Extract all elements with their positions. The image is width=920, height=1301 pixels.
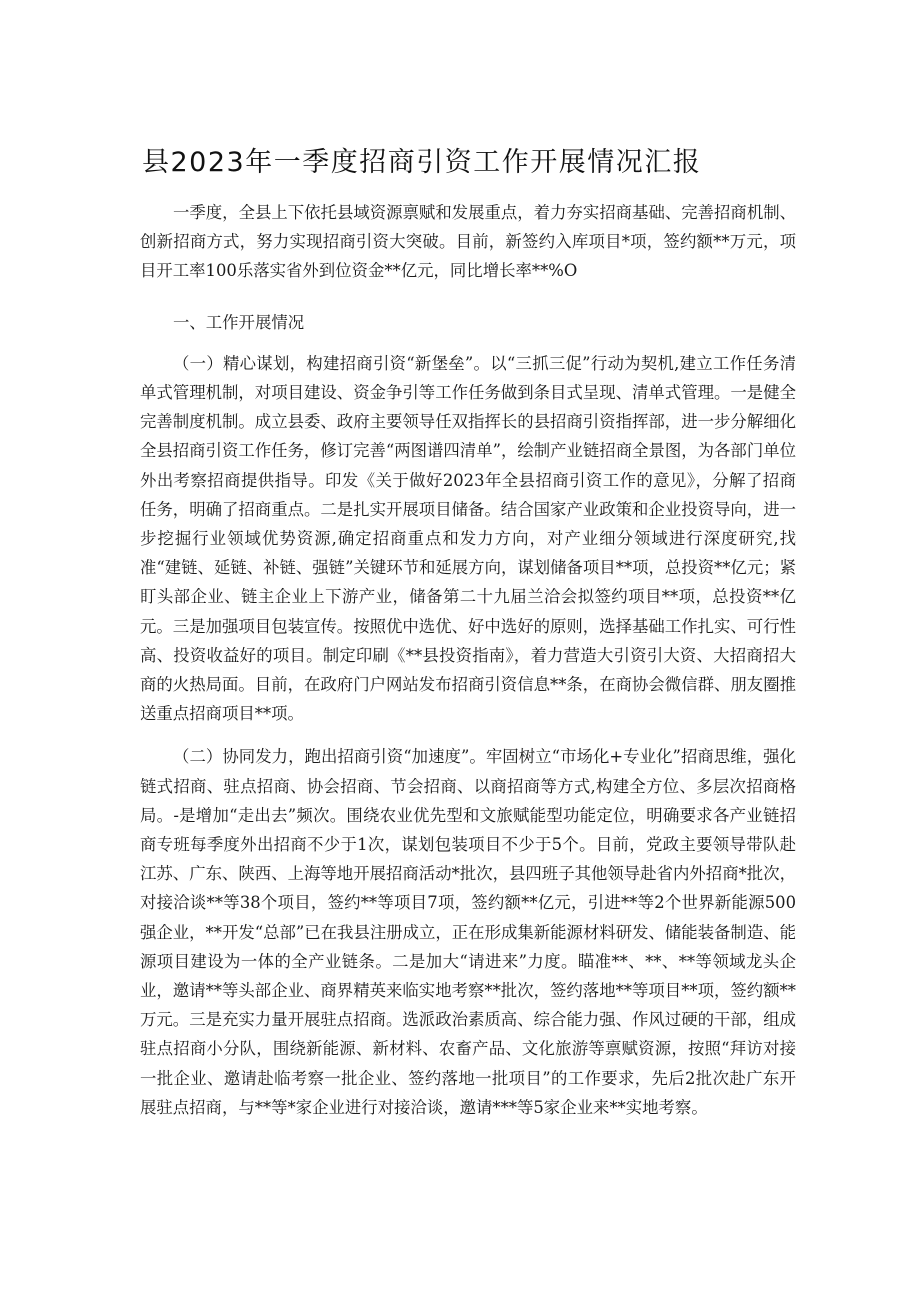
intro-paragraph: 一季度，全县上下依托县域资源禀赋和发展重点，着力夯实招商基础、完善招商机制、创新招商方式，努力实现招商引资大突破。目前，新签约入库项目*项，签约额**万元，项目开工率100乐落实省外到位资金**亿元，同比增长率**%O: [140, 203, 796, 281]
document-body: [140, 198, 796, 1122]
body-paragraph: （二）协同发力，跑出招商引资“加速度”。牢固树立“市场化+专业化”招商思维，强化链式招商、驻点招商、协会招商、节会招商、以商招商等方式,构建全方位、多层次招商格局。-是增加“走出去”频次。围绕农业优先型和文旅赋能型功能定位，明确要求各产业链招商专班每季度外出招商不少于1次，谋划包装项目不少于5个。目前，党政主要领导带队赴江苏、广东、陕西、上海等地开展招商活动*批次，县四班子其他领导赴省内外招商*批次，对接洽谈**等38个项目，签约**等项目7项，签约额**亿元，引进**等2个世界新能源500强企业，**开发“总部”已在我县注册成立，正在形成集新能源材料研发、储能装备制造、能源项目建设为一体的全产业链条。二是加大“请进来”力度。瞄准**、**、**等领域龙头企业，邀请**等头部企业、商界精英来临实地考察**批次，签约落地**等项目**项，签约额**万元。三是充实力量开展驻点招商。选派政治素质高、综合能力强、作风过硬的干部，组成驻点招商小分队，围绕新能源、新材料、农畜产品、文化旅游等禀赋资源，按照“拜访对接一批企业、邀请赴临考察一批企业、签约落地一批项目”的工作要求，先后2批次赴广东开展驻点招商，与**等*家企业进行对接洽谈，邀请***等5家企业来**实地考察。: [140, 747, 796, 1117]
body-paragraph: （一）精心谋划，构建招商引资“新堡垒”。以“三抓三促”行动为契机,建立工作任务清单式管理机制，对项目建设、资金争引等工作任务做到条目式呈现、清单式管理。一是健全完善制度机制。成立县委、政府主要领导任双指挥长的县招商引资指挥部，进一步分解细化全县招商引资工作任务，修订完善“两图谱四清单”，绘制产业链招商全景图，为各部门单位外出考察招商提供指导。印发《关于做好2023年全县招商引资工作的意见》，分解了招商任务，明确了招商重点。二是扎实开展项目储备。结合国家产业政策和企业投资导向，进一步挖掘行业领域优势资源,确定招商重点和发力方向，对产业细分领域进行深度研究,找准“建链、延链、补链、强链”关键环节和延展方向，谋划储备项目**项，总投资**亿元；紧盯头部企业、链主企业上下游产业，储备第二十九届兰洽会拟签约项目**项，总投资**亿元。三是加强项目包装宣传。按照优中选优、好中选好的原则，选择基础工作扎实、可行性高、投资收益好的项目。制定印刷《**县投资指南》，着力营造大引资引大资、大招商招大商的火热局面。目前，在政府门户网站发布招商引资信息**条，在商协会微信群、朋友圈推送重点招商项目**项。: [140, 353, 796, 724]
document-title: 县2023年一季度招商引资工作开展情况汇报: [142, 147, 702, 178]
section-heading: 一、工作开展情况: [173, 312, 305, 332]
